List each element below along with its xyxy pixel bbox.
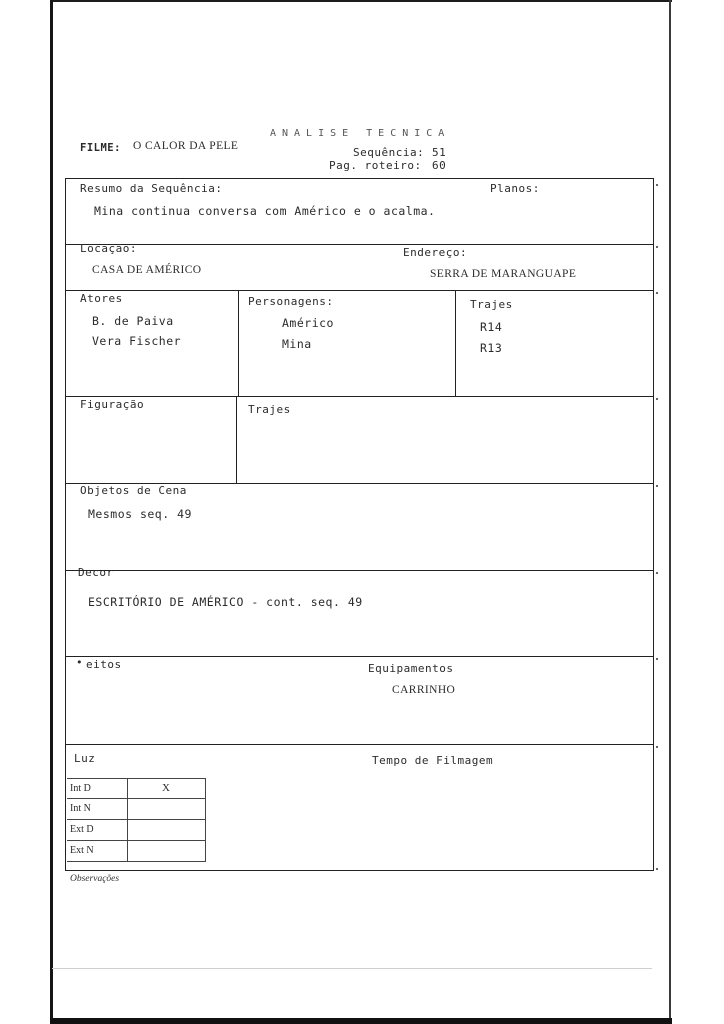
luz-column-divider: [127, 778, 128, 862]
margin-dot: [656, 572, 658, 574]
decor-label: Decor: [78, 566, 114, 579]
divider-elenco: [65, 396, 654, 397]
personagens-label: Personagens:: [248, 295, 334, 308]
margin-dot: [656, 746, 658, 748]
doc-title: ANALISE TECNICA: [270, 128, 451, 139]
divider-locacao: [65, 290, 654, 291]
divider-atores: [238, 290, 239, 396]
luz-row-label: Int D: [70, 783, 91, 794]
table-row: [67, 799, 206, 820]
table-row: [67, 841, 206, 862]
traje-code: R13: [480, 341, 503, 355]
luz-row-value: X: [162, 782, 170, 794]
luz-row-label: Int N: [70, 803, 91, 814]
scan-edge-bottom: [50, 1018, 672, 1024]
personagem-name: Américo: [282, 316, 334, 330]
endereco-label: Endereço:: [403, 246, 468, 259]
ator-name: Vera Fischer: [92, 334, 182, 348]
personagem-name: Mina: [282, 337, 312, 351]
divider-decor: [65, 656, 654, 657]
table-row: [67, 778, 206, 799]
objetos-value: Mesmos seq. 49: [88, 507, 192, 521]
film-label: FILME:: [80, 142, 121, 154]
form-frame: [65, 178, 654, 871]
observacoes-label: Observações: [70, 874, 120, 884]
scan-faint-line: [52, 968, 652, 969]
efeitos-label: eitos: [86, 658, 122, 671]
sequence-label: Sequência:: [353, 146, 425, 159]
sequence-value: 51: [432, 146, 447, 159]
resumo-label: Resumo da Sequência:: [80, 182, 223, 195]
margin-dot: [656, 246, 658, 248]
figuracao-label: Figuração: [80, 398, 145, 411]
locacao-value: CASA DE AMÉRICO: [92, 264, 202, 276]
scan-edge-right: [669, 0, 671, 1024]
divider-personagens: [455, 290, 456, 396]
scan-edge-left: [50, 0, 53, 1024]
trajes-label: Trajes: [470, 298, 513, 311]
traje-code: R14: [480, 320, 503, 334]
film-value: O CALOR DA PELE: [133, 140, 239, 152]
page-value: 60: [432, 159, 447, 172]
margin-dot: [656, 398, 658, 400]
figuracao-trajes-label: Trajes: [248, 403, 291, 416]
page-label: Pag. roteiro:: [329, 159, 422, 172]
luz-table: [67, 778, 206, 862]
atores-label: Atores: [80, 292, 123, 305]
divider-resumo: [65, 244, 654, 245]
margin-dot: [656, 658, 658, 660]
divider-efeitos: [65, 744, 654, 745]
luz-row-label: Ext D: [70, 824, 94, 835]
resumo-value: Mina continua conversa com Américo e o acalma.: [94, 204, 436, 218]
endereco-value: SERRA DE MARANGUAPE: [430, 268, 577, 280]
luz-label: Luz: [74, 752, 96, 765]
equipamentos-label: Equipamentos: [368, 662, 454, 675]
margin-dot: [656, 292, 658, 294]
decor-value: ESCRITÓRIO DE AMÉRICO - cont. seq. 49: [88, 595, 363, 609]
scan-edge-top: [52, 0, 672, 2]
luz-row-label: Ext N: [70, 845, 94, 856]
margin-dot: [656, 868, 658, 870]
planos-label: Planos:: [490, 182, 540, 195]
divider-figuracao-trajes: [236, 396, 237, 483]
margin-dot: [656, 184, 658, 186]
locacao-label: Locação:: [80, 242, 137, 255]
ator-name: B. de Paiva: [92, 314, 174, 328]
table-row: [67, 820, 206, 841]
divider-objetos: [65, 570, 654, 571]
objetos-label: Objetos de Cena: [80, 484, 187, 497]
efeitos-arrow-icon: •: [76, 656, 84, 669]
luz-column-divider: [205, 778, 206, 862]
equipamentos-value: CARRINHO: [392, 684, 456, 696]
margin-dot: [656, 485, 658, 487]
tempo-filmagem-label: Tempo de Filmagem: [372, 754, 494, 767]
